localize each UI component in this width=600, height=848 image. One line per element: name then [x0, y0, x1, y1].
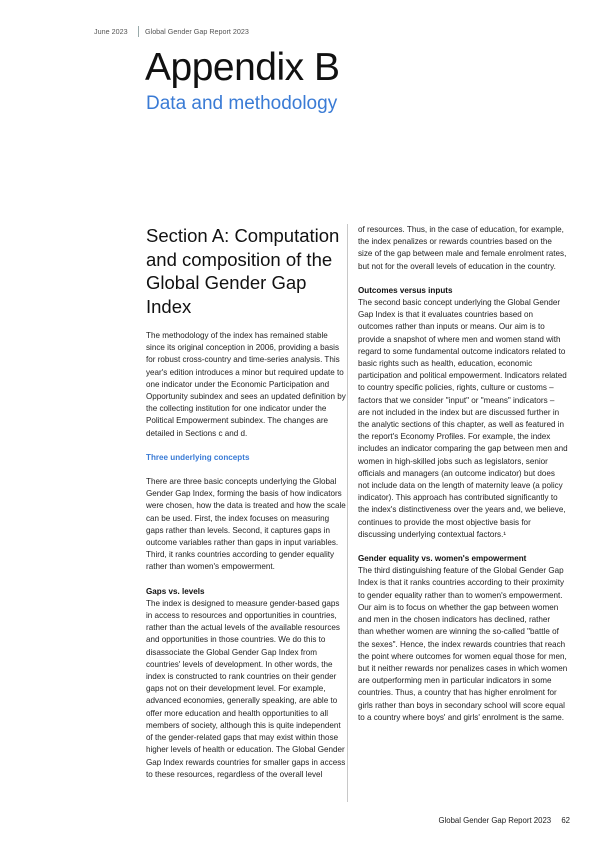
right-column [358, 224, 568, 724]
equality-heading: Gender equality vs. women's empowerment [358, 554, 527, 564]
page-footer [438, 816, 570, 825]
column-divider [347, 224, 348, 802]
outcomes-paragraph: The second basic concept underlying the Global Gender Gap Index is that it evaluates countries based on outcomes rather than inputs or means. Our aim is to provide a snapshot of where men and women stand with regard to some fundamental outcome indicators related to basic rights such as health, education, economic participation and political empowerment. Indicators related to country specific policies, rights, culture or customs – factors that we consider "input" or "means" indicators – are not included in the index but are discussed further in the analytic sections of this chapter, as well as featured in the report's Economy Profiles. For example, the index includes an indicator comparing the gap between men and women in high-skilled jobs such as legislators, senior officials and managers (an outcome indicator) but does not include data on the length of maternity leave (a policy indicator). This approach has contributed significantly to the index's distinctiveness over the years and, we believe, continues to provide the most objective basis for discussing underlying contextual factors.¹ [358, 298, 568, 539]
left-column [146, 224, 346, 781]
equality-paragraph: The third distinguishing feature of the Global Gender Gap Index is that it ranks countries according to their proximity to gender equality rather than to women's empowerment. Our aim is to focus on whether the gap between women and men in the chosen indicators has declined, rather than whether women are winning the so-called "battle of the sexes". Hence, the index rewards countries that reach the point where outcomes for women equal those for men, but it neither rewards nor penalizes cases in which women are outperforming men in particular indicators in some countries. Thus, a country that has higher enrolment for girls rather than boys in secondary school will score equal to a country where boys' and girls' enrolment is the same. [358, 566, 568, 722]
concepts-heading: Three underlying concepts [146, 452, 250, 462]
header-date: June 2023 [94, 27, 128, 36]
gaps-heading: Gaps vs. levels [146, 586, 205, 596]
page-subtitle: Data and methodology [146, 93, 338, 114]
concepts-paragraph: There are three basic concepts underlying the Global Gender Gap Index, forming the basis of how indicators were chosen, how the data is treated and how the scale can be used. First, the index focuses on measuring gaps rather than levels. Second, it captures gaps in outcome variables rather than gaps in input variables. Third, it ranks countries according to gender equality rather than women's empowerment. [146, 477, 346, 572]
header-divider [138, 26, 139, 37]
continued-paragraph: of resources. Thus, in the case of education, for example, the index penalizes or rewards countries based on the size of the gap between male and female enrolment rates, but not for the overall levels of education in the country. [358, 225, 567, 271]
gaps-paragraph: The index is designed to measure gender-based gaps in access to resources and opportunities in countries, rather than the actual levels of the available resources and opportunities in those countries. We do this to disassociate the Global Gender Gap Index from countries' levels of development. In other words, the index is constructed to rank countries on their gender gaps not on their development level. For example, advanced economies, generally speaking, are able to offer more education and health opportunities to all members of society, although this is quite independent of the gender-related gaps that may exist within those higher levels of health or education. The Global Gender Gap Index rewards countries for smaller gaps in access to these resources, regardless of the overall level [146, 598, 346, 779]
page-title: Appendix B [145, 46, 340, 89]
section-a-title: Section A: Computation and composition of the Global Gender Gap Index [146, 225, 340, 317]
intro-paragraph: The methodology of the index has remained stable since its original conception in 2006, providing a basis for robust cross-country and time-series analysis. This year's edition introduces a minor but required update to one indicator under the Economic Participation and Opportunity subindex and sees an updated definition by the collecting institution for one indicator under the Political Empowerment subindex. The changes are detailed in Sections c and d. [146, 331, 346, 438]
page-number: 62 [561, 816, 570, 825]
footer-report-title: Global Gender Gap Report 2023 [438, 816, 552, 825]
outcomes-heading: Outcomes versus inputs [358, 285, 453, 295]
header-report-title: Global Gender Gap Report 2023 [145, 27, 249, 36]
